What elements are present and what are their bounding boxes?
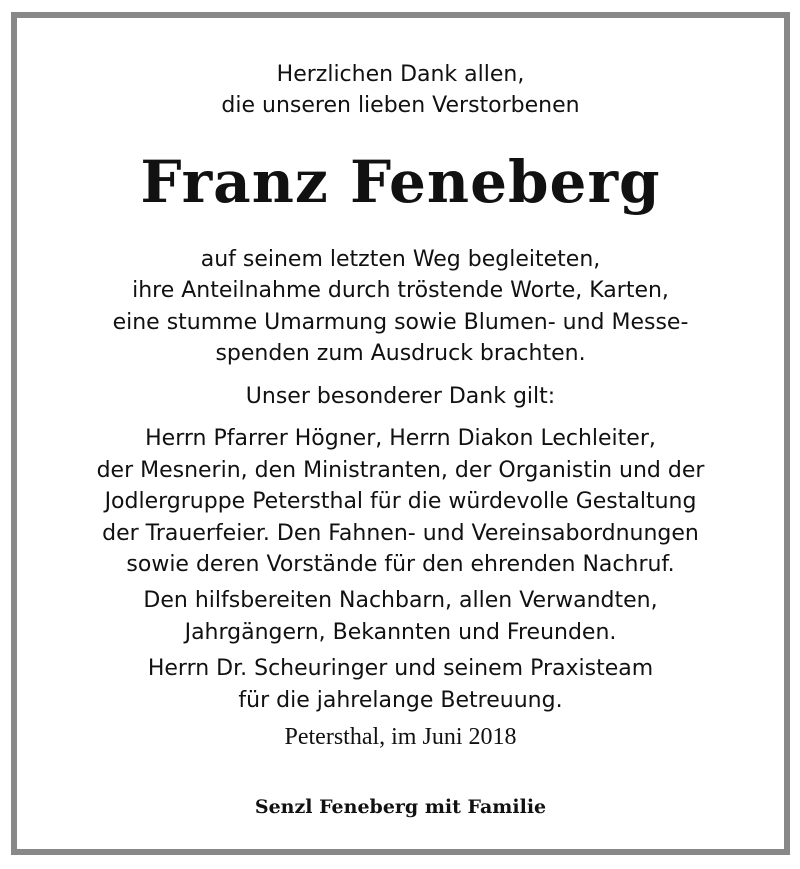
body4-line-1: Herrn Dr. Scheuringer und seinem Praxisteam [147, 656, 654, 681]
body1-line-1: auf seinem letzten Weg begleiteten, [200, 247, 601, 272]
body2-line-4: der Trauerfeier. Den Fahnen- und Vereinsabordnungen [102, 521, 699, 546]
body1-line-2: ihre Anteilnahme durch tröstende Worte, Karten, [132, 278, 669, 303]
place-date: Petersthal, im Juni 2018 [284, 724, 517, 750]
body1-line-4: spenden zum Ausdruck brachten. [215, 341, 586, 366]
intro-line-2: die unseren lieben Verstorbenen [221, 93, 580, 118]
body4-line-2: für die jahrelange Betreuung. [238, 688, 563, 713]
body1-line-3: eine stumme Umarmung sowie Blumen- und Messe- [112, 310, 689, 335]
body3-line-2: Jahrgängern, Bekannten und Freunden. [184, 620, 617, 645]
deceased-name: Franz Feneberg [140, 148, 661, 216]
body2-line-2: der Mesnerin, den Ministranten, der Organistin und der [96, 458, 705, 483]
special-thanks-heading: Unser besonderer Dank gilt: [245, 384, 556, 409]
body2-line-1: Herrn Pfarrer Högner, Herrn Diakon Lechleiter, [145, 426, 656, 451]
body2-line-3: Jodlergruppe Petersthal für die würdevolle Gestaltung [104, 489, 697, 514]
body3-line-1: Den hilfsbereiten Nachbarn, allen Verwandten, [143, 588, 658, 613]
signature: Senzl Feneberg mit Familie [254, 796, 547, 818]
notice-frame [11, 12, 790, 855]
intro-line-1: Herzlichen Dank allen, [276, 62, 525, 87]
body2-line-5: sowie deren Vorstände für den ehrenden Nachruf. [126, 552, 675, 577]
